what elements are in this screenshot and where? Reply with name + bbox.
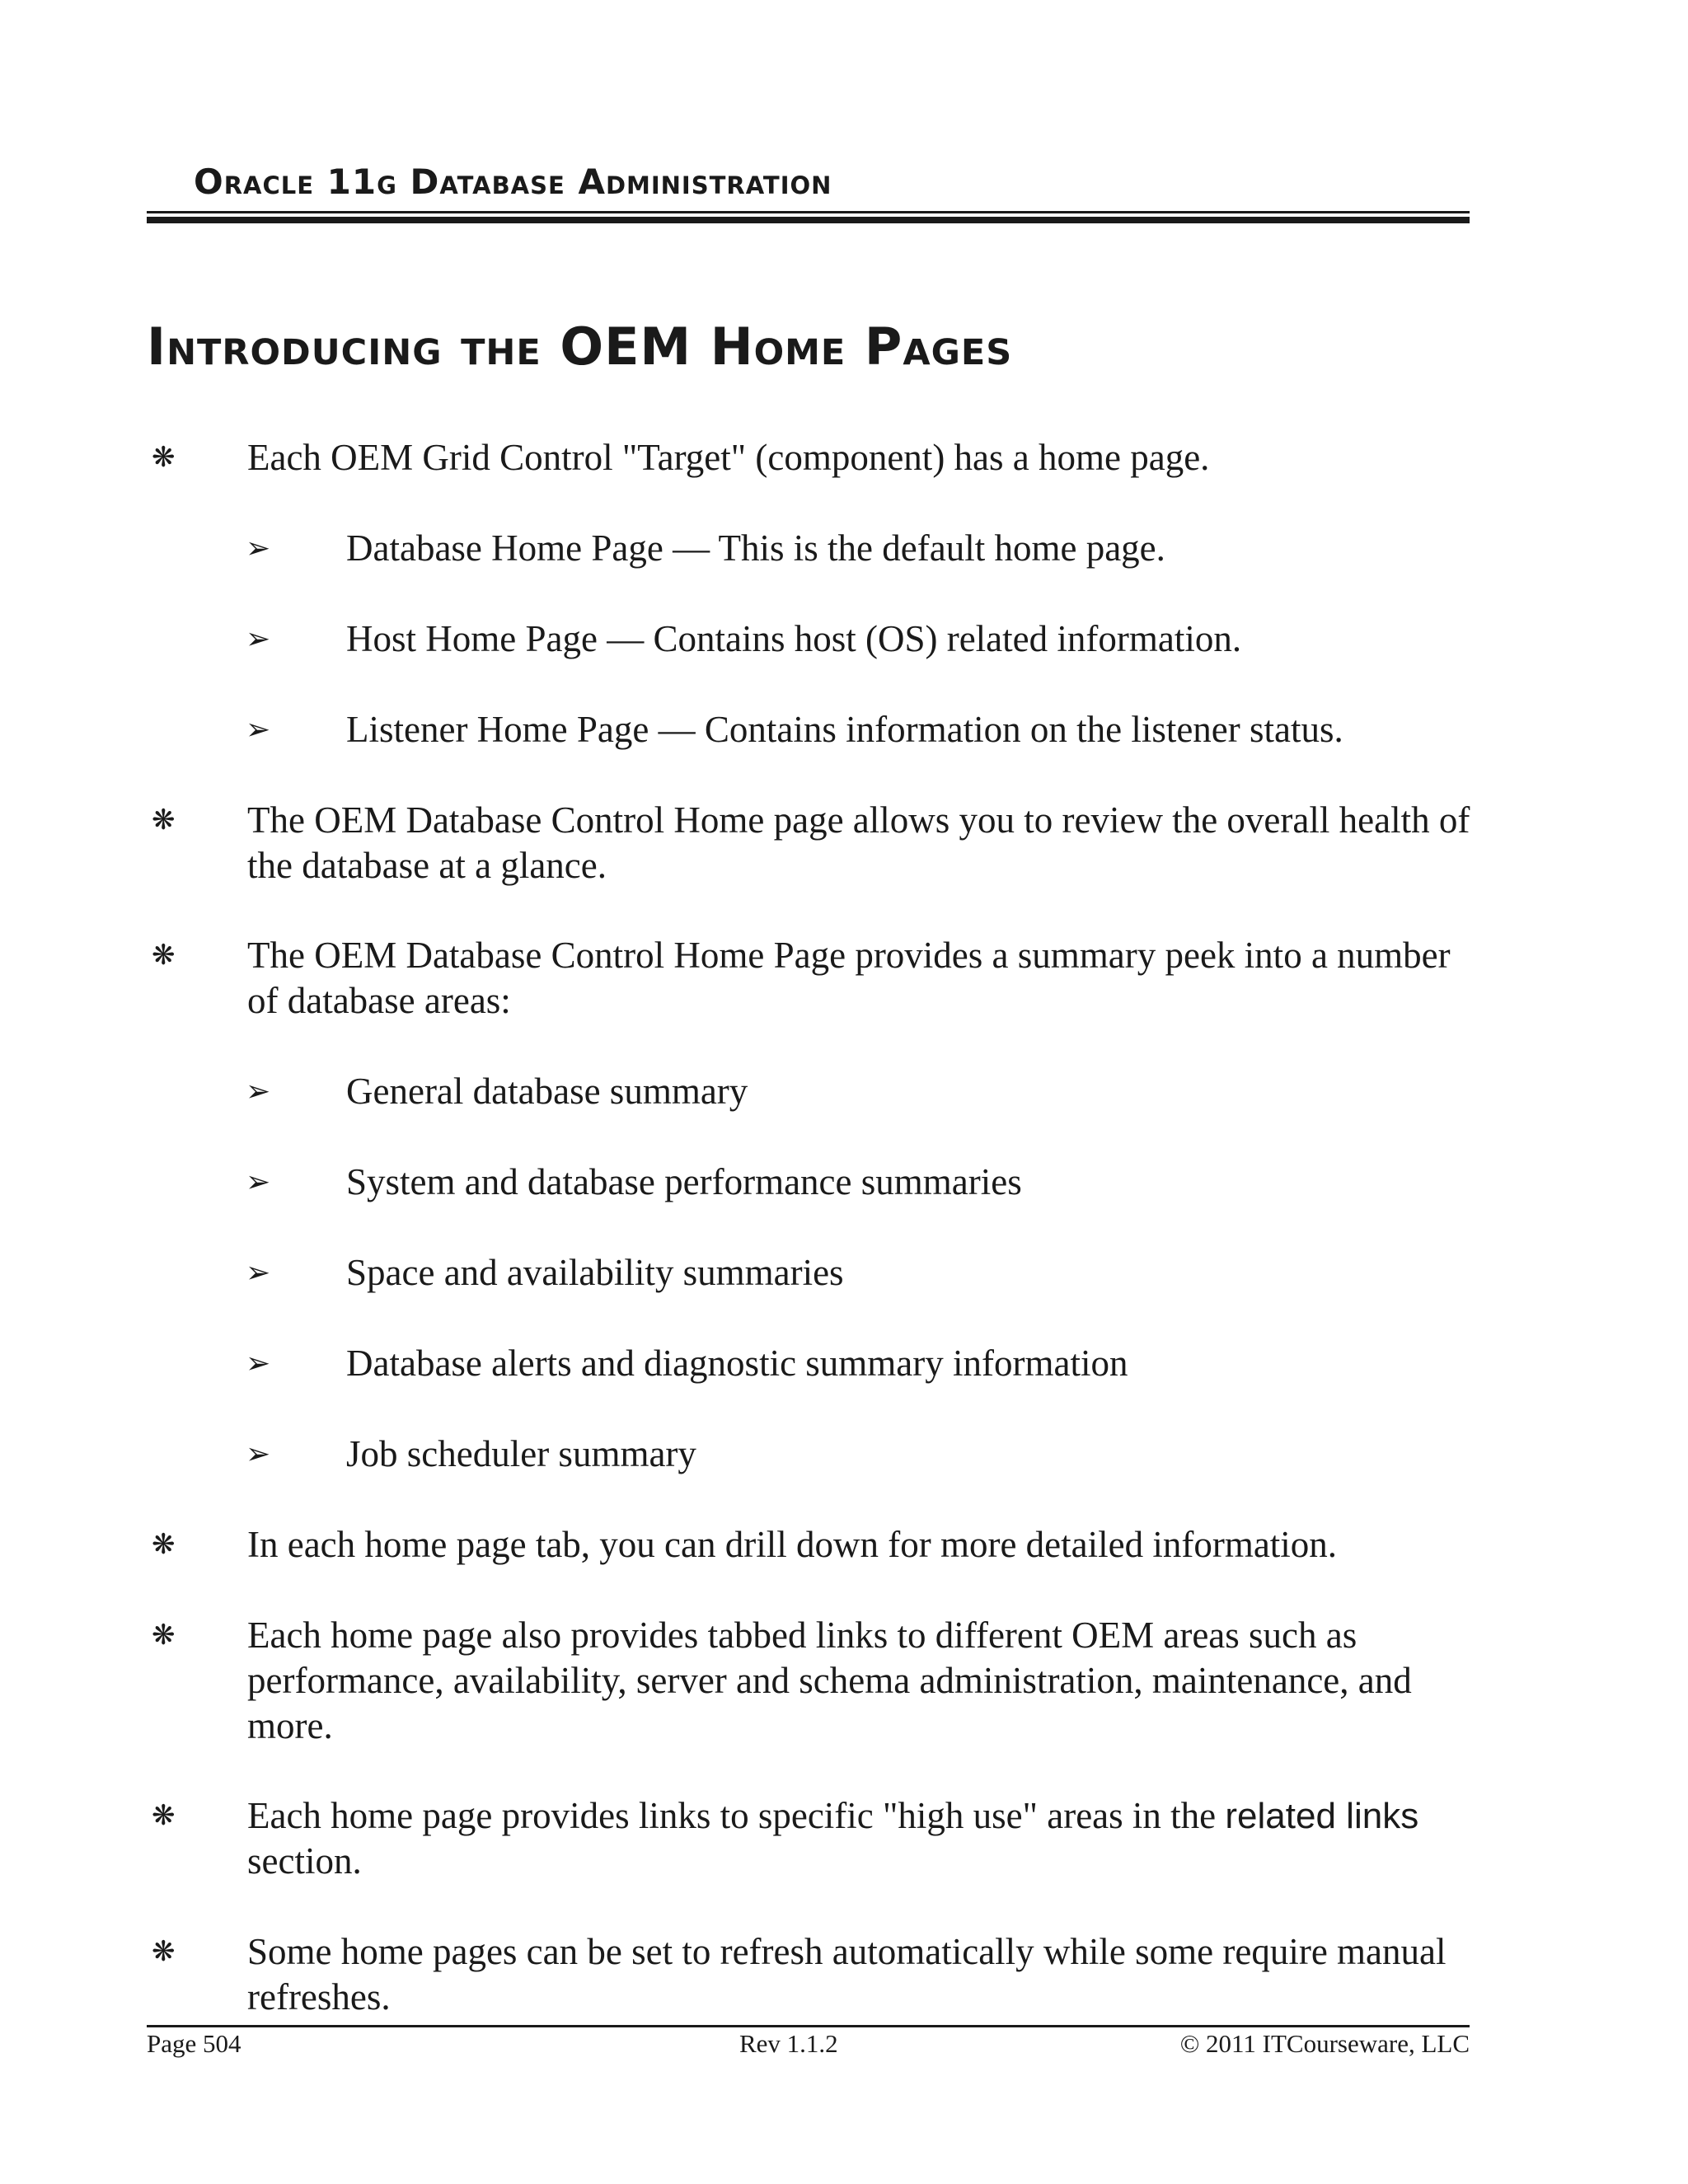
arrow-bullet-icon: ➢ <box>246 713 271 747</box>
arrow-bullet-icon: ➢ <box>246 622 271 656</box>
arrow-bullet-icon: ➢ <box>246 1165 271 1199</box>
arrow-bullet-icon: ➢ <box>246 1437 271 1471</box>
header-rule-thin <box>147 211 1470 213</box>
arrow-bullet-icon: ➢ <box>246 1347 271 1380</box>
snowflake-bullet-icon: ❋ <box>152 1935 176 1968</box>
arrow-bullet-icon: ➢ <box>246 1256 271 1290</box>
sub-item-text: Host Home Page — Contains host (OS) related information. <box>346 618 1242 659</box>
snowflake-bullet-icon: ❋ <box>152 1528 176 1561</box>
sub-item-text: Space and availability summaries <box>346 1252 844 1293</box>
snowflake-bullet-icon: ❋ <box>152 939 176 972</box>
snowflake-bullet-icon: ❋ <box>152 1799 176 1832</box>
arrow-bullet-icon: ➢ <box>246 532 271 565</box>
footer-copyright: © 2011 ITCourseware, LLC <box>1179 2029 1470 2058</box>
footer-page-number: Page 504 <box>147 2029 241 2058</box>
sub-item-text: General database summary <box>346 1071 748 1112</box>
bullet-text: Each home page also provides tabbed links to different OEM areas such as performance, availability, server and schema administration, maintenance, and more. <box>247 1615 1412 1746</box>
sub-item-text: Listener Home Page — Contains information on the listener status. <box>346 709 1343 750</box>
sub-item-text: Database Home Page — This is the default home page. <box>346 527 1165 569</box>
bullet-text: In each home page tab, you can drill down for more detailed information. <box>247 1524 1338 1565</box>
bullet-text: The OEM Database Control Home Page provides a summary peek into a number of database areas: <box>247 935 1451 1021</box>
bullet-text: The OEM Database Control Home page allows you to review the overall health of the database at a glance. <box>247 799 1470 886</box>
footer-revision: Rev 1.1.2 <box>739 2029 838 2058</box>
sub-item-text: Job scheduler summary <box>346 1433 696 1474</box>
arrow-bullet-icon: ➢ <box>246 1075 271 1108</box>
page-title: Introducing the OEM Home Pages <box>147 316 1013 377</box>
snowflake-bullet-icon: ❋ <box>152 804 176 837</box>
sub-item-text: System and database performance summaries <box>346 1161 1022 1202</box>
footer-rule <box>147 2025 1470 2027</box>
running-header: Oracle 11g Database Administration <box>194 162 832 202</box>
snowflake-bullet-icon: ❋ <box>152 1619 176 1652</box>
bullet-text <box>247 1793 1484 1884</box>
related-links-term: related links <box>1225 1796 1419 1836</box>
bullet-text-part: section. <box>247 1840 362 1882</box>
bullet-text: Some home pages can be set to refresh automatically while some require manual refreshes. <box>247 1931 1447 2018</box>
snowflake-bullet-icon: ❋ <box>152 441 176 474</box>
sub-item-text: Database alerts and diagnostic summary information <box>346 1343 1128 1384</box>
header-rule-thick <box>147 217 1470 223</box>
bullet-text: Each OEM Grid Control "Target" (component) has a home page. <box>247 437 1210 478</box>
bullet-text-part: Each home page provides links to specific "high use" areas in the <box>247 1795 1226 1836</box>
